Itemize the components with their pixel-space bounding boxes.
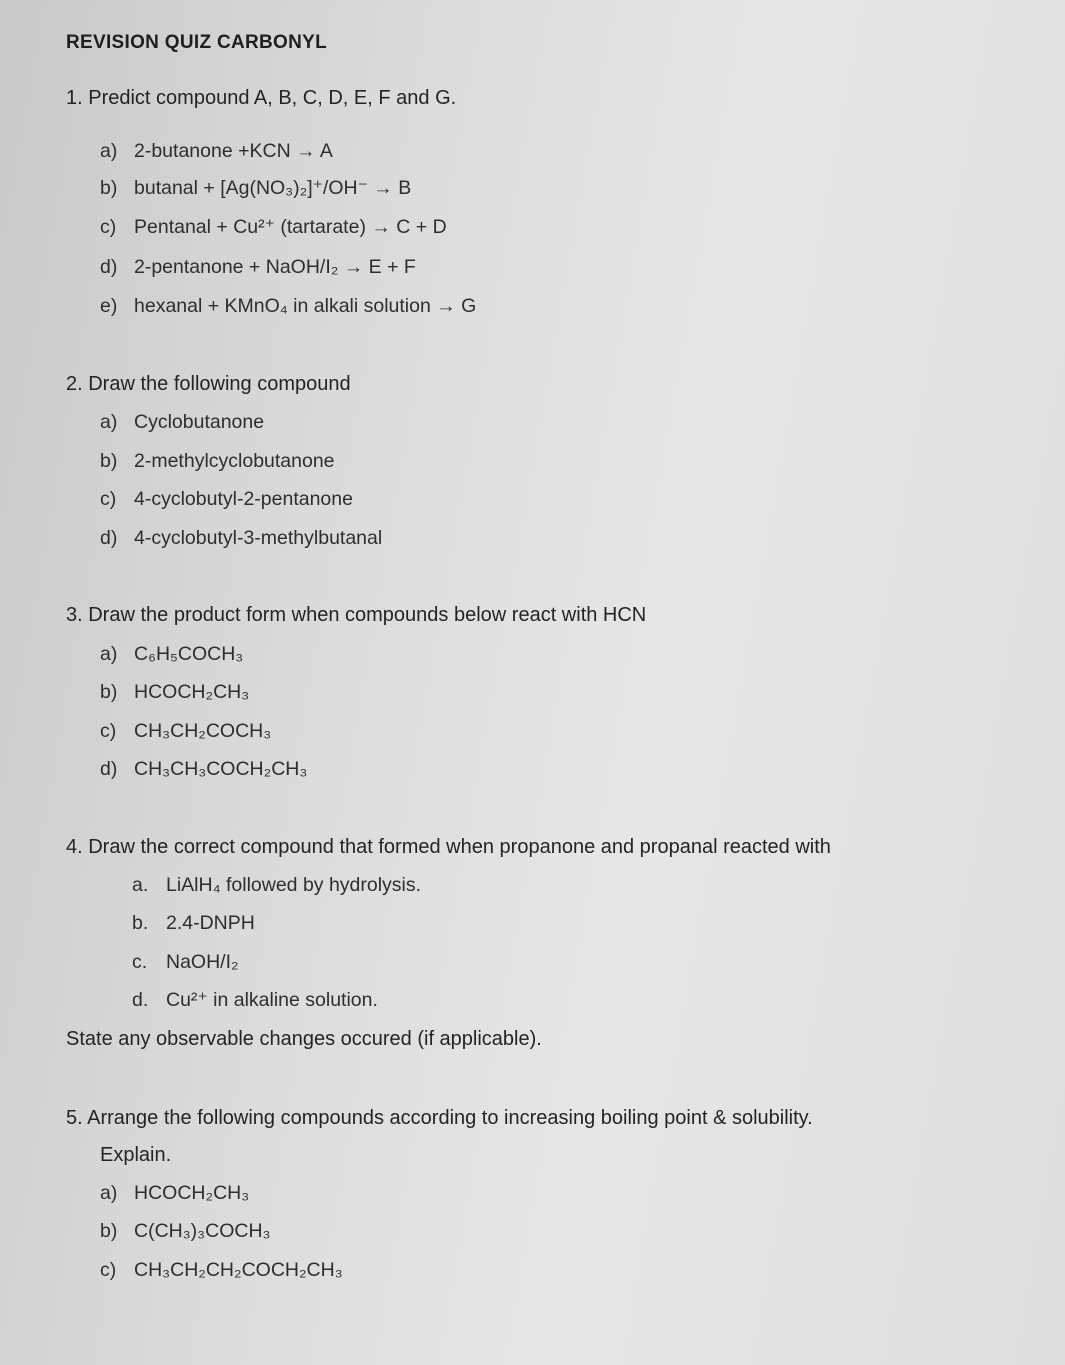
- item-text: Cu²⁺ in alkaline solution.: [166, 989, 378, 1011]
- item-label: d.: [132, 989, 149, 1011]
- item-label: c): [100, 1259, 117, 1281]
- q4-item-d: [132, 988, 378, 1012]
- item-text: Pentanal + Cu²⁺ (tartarate) → C + D: [134, 216, 447, 238]
- q2-item-b: [100, 449, 335, 473]
- item-label: b): [100, 450, 118, 472]
- item-text: 2-butanone +KCN → A: [134, 140, 333, 162]
- item-text: 2-pentanone + NaOH/I₂ → E + F: [134, 256, 416, 278]
- q4-item-b: [132, 911, 255, 935]
- item-text: CH₃CH₃COCH₂CH₃: [134, 758, 308, 780]
- item-label: b): [100, 177, 118, 199]
- item-label: c.: [132, 951, 148, 973]
- item-text: Cyclobutanone: [134, 411, 265, 433]
- question-5-heading: 5. Arrange the following compounds according to increasing boiling point & solubility.: [66, 1107, 813, 1129]
- item-text: 4-cyclobutyl-2-pentanone: [134, 488, 353, 510]
- question-3-heading: 3. Draw the product form when compounds below react with HCN: [66, 604, 647, 626]
- question-4-heading: 4. Draw the correct compound that formed when propanone and propanal reacted with: [66, 836, 831, 858]
- item-text: C₆H₅COCH₃: [134, 643, 244, 665]
- item-label: b): [100, 1220, 118, 1242]
- q1-item-a: [100, 139, 333, 163]
- item-text: CH₃CH₂COCH₃: [134, 720, 272, 742]
- question-4-footer: State any observable changes occured (if applicable).: [66, 1028, 542, 1050]
- item-label: e): [100, 295, 118, 317]
- item-label: d): [100, 256, 118, 278]
- question-2-heading: 2. Draw the following compound: [66, 373, 351, 395]
- item-text: 2.4-DNPH: [166, 912, 255, 934]
- q1-item-b: [100, 176, 411, 200]
- item-text: CH₃CH₂CH₂COCH₂CH₃: [134, 1259, 343, 1281]
- item-label: c): [100, 488, 117, 510]
- item-label: d): [100, 758, 118, 780]
- item-label: c): [100, 720, 117, 742]
- item-label: b.: [132, 912, 149, 934]
- item-label: a): [100, 140, 118, 162]
- q2-item-c: [100, 487, 353, 511]
- item-text: HCOCH₂CH₃: [134, 1182, 250, 1204]
- item-text: C(CH₃)₃COCH₃: [134, 1220, 271, 1242]
- question-1-heading: 1. Predict compound A, B, C, D, E, F and G.: [66, 87, 457, 109]
- q3-item-a: [100, 642, 243, 666]
- q3-item-c: [100, 719, 271, 743]
- q2-item-a: [100, 410, 264, 434]
- item-text: butanal + [Ag(NO₃)₂]⁺/OH⁻ → B: [134, 177, 412, 199]
- q5-item-b: [100, 1219, 270, 1243]
- page-title: REVISION QUIZ CARBONYL: [66, 32, 328, 53]
- item-label: a.: [132, 874, 149, 896]
- item-text: hexanal + KMnO₄ in alkali solution → G: [134, 295, 477, 317]
- item-text: LiAlH₄ followed by hydrolysis.: [166, 874, 422, 896]
- q2-item-d: [100, 526, 382, 550]
- q5-item-a: [100, 1181, 249, 1205]
- item-label: a): [100, 1182, 118, 1204]
- question-5-subheading: Explain.: [100, 1144, 172, 1166]
- q5-item-c: [100, 1258, 343, 1282]
- item-label: b): [100, 681, 118, 703]
- item-text: 2-methylcyclobutanone: [134, 450, 335, 472]
- q4-item-c: [132, 950, 239, 974]
- item-label: d): [100, 527, 118, 549]
- item-label: c): [100, 216, 117, 238]
- q1-item-c: [100, 215, 447, 239]
- item-label: a): [100, 411, 118, 433]
- q1-item-e: [100, 294, 476, 318]
- item-text: NaOH/I₂: [166, 951, 239, 973]
- item-label: a): [100, 643, 118, 665]
- item-text: HCOCH₂CH₃: [134, 681, 250, 703]
- q1-item-d: [100, 255, 416, 279]
- item-text: 4-cyclobutyl-3-methylbutanal: [134, 527, 383, 549]
- q3-item-b: [100, 680, 249, 704]
- q4-item-a: [132, 873, 421, 897]
- q3-item-d: [100, 757, 307, 781]
